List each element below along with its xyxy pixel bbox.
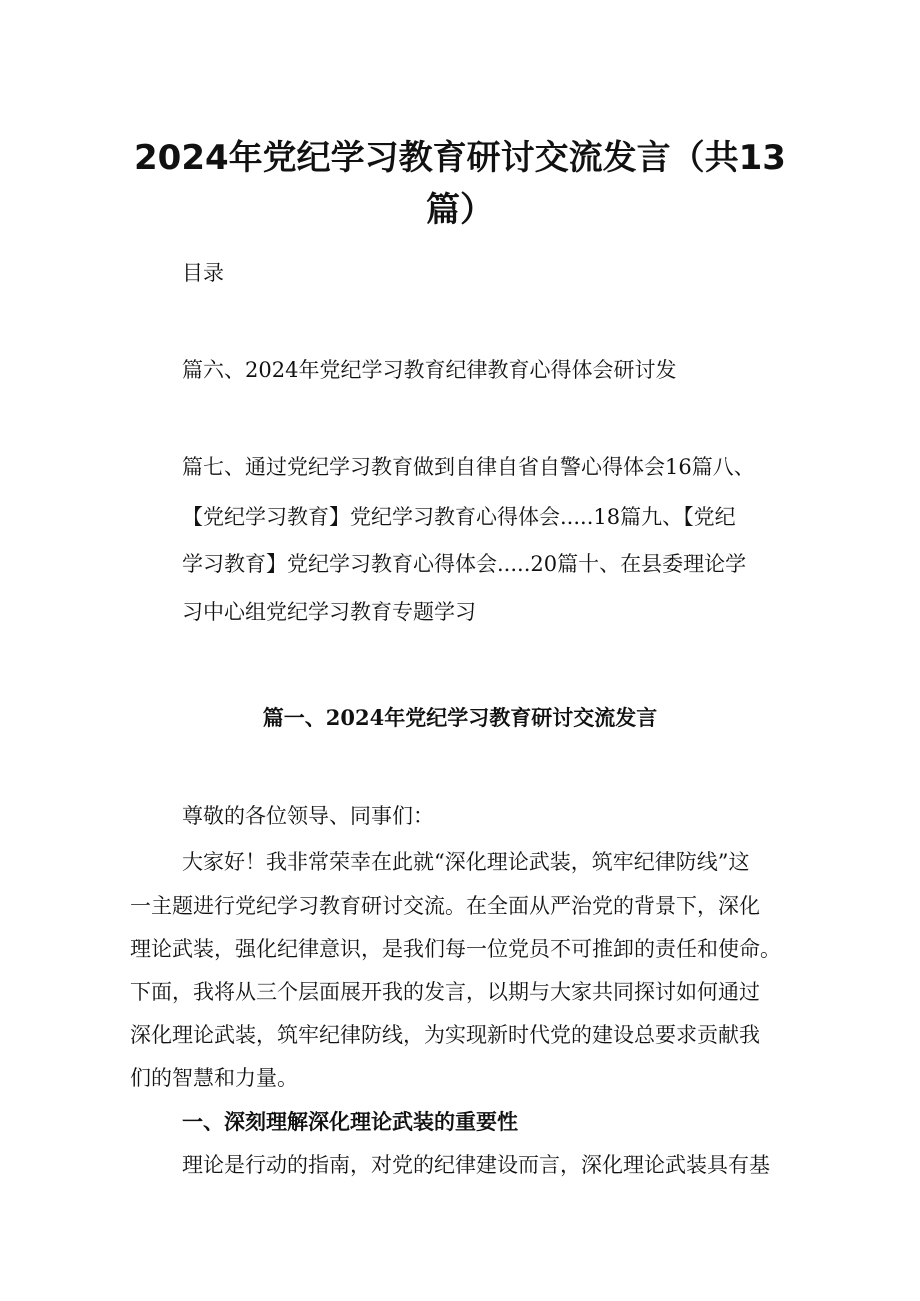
toc-line: 习中心组党纪学习教育专题学习 (182, 600, 476, 624)
subheading: 一、深刻理解深化理论武装的重要性 (182, 1109, 518, 1134)
paragraph-line: 一主题进行党纪学习教育研讨交流。在全面从严治党的背景下，深化 (130, 894, 760, 918)
toc-line: 【党纪学习教育】党纪学习教育心得体会.....18篇九、【党纪 (182, 505, 736, 529)
paragraph-line: 理论武装，强化纪律意识，是我们每一位党员不可推卸的责任和使命。 (130, 937, 781, 961)
paragraph-line: 深化理论武装，筑牢纪律防线，为实现新时代党的建设总要求贡献我 (130, 1023, 760, 1047)
toc-line: 学习教育】党纪学习教育心得体会.....20篇十、在县委理论学 (182, 552, 747, 576)
paragraph-line: 们的智慧和力量。 (130, 1066, 298, 1090)
toc-line: 篇六、2024年党纪学习教育纪律教育心得体会研讨发 (182, 358, 677, 382)
paragraph-line: 下面，我将从三个层面展开我的发言，以期与大家共同探讨如何通过 (130, 980, 760, 1004)
toc-heading: 目录 (182, 261, 224, 285)
paragraph-line: 理论是行动的指南，对党的纪律建设而言，深化理论武装具有基 (182, 1153, 770, 1177)
title-line-1: 2024年党纪学习教育研讨交流发言（共13 (134, 138, 786, 178)
paragraph-line: 大家好！我非常荣幸在此就“深化理论武装，筑牢纪律防线”这 (182, 850, 750, 874)
title-line-2: 篇） (426, 190, 494, 230)
document-title (130, 132, 790, 236)
section-title: 篇一、2024年党纪学习教育研讨交流发言 (262, 705, 658, 730)
salutation: 尊敬的各位领导、同事们： (182, 804, 434, 828)
toc-line: 篇七、通过党纪学习教育做到自律自省自警心得体会16篇八、 (182, 455, 755, 479)
